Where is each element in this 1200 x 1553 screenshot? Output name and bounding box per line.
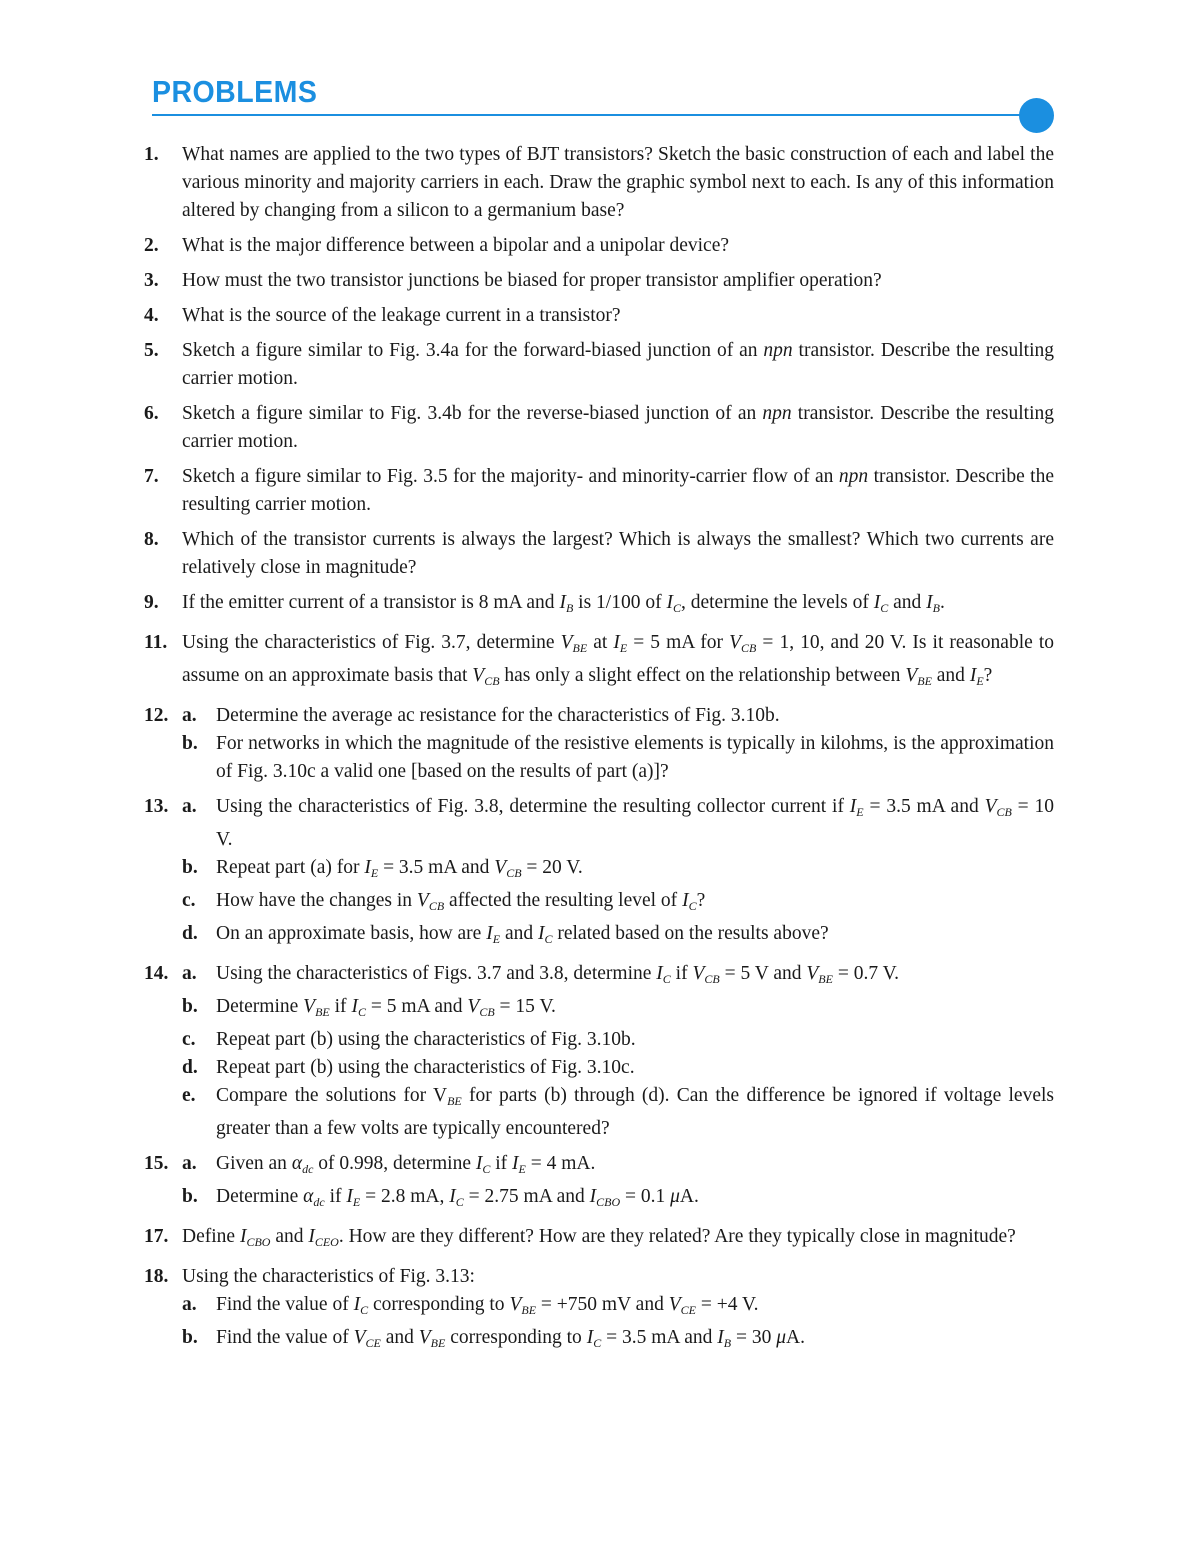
part-text: Repeat part (b) using the characteristics of Fig. 3.10b.: [216, 1029, 636, 1050]
problem-part-a: [182, 793, 1054, 854]
problem-number: 3.: [144, 270, 159, 291]
problem-18: [144, 1263, 1054, 1357]
problem-number: 12.: [144, 705, 169, 726]
problem-part-b: [182, 1324, 1054, 1357]
part-text: On an approximate basis, how are $I_E$ and $I_C$ related based on the results above?: [216, 923, 829, 946]
part-letter: a.: [182, 705, 197, 726]
problem-number: 4.: [144, 305, 159, 326]
problem-number: 7.: [144, 466, 159, 487]
part-text: Find the value of $V_{CE}$ and $V_{BE}$ corresponding to $I_C = 3.5$ mA and $I_B = 30$ μA.: [216, 1327, 806, 1350]
problem-part-c: [182, 1026, 1054, 1054]
problem-number: 14.: [144, 963, 169, 984]
part-text: Repeat part (a) for $I_E = 3.5$ mA and $V_{CB} = 20$ V.: [216, 857, 583, 880]
part-text: Determine $\alpha_{dc}$ if $I_E = 2.8$ mA, $I_C = 2.75$ mA and $I_{CBO} = 0.1$ μA.: [216, 1186, 699, 1209]
problem-8: [144, 526, 1054, 582]
part-letter: c.: [182, 890, 196, 911]
part-text: Compare the solutions for $V_{BE}$ for parts (b) through (d). Can the difference be ignored if voltage levels greater than a few volts are typically encountered?: [216, 1085, 1054, 1139]
problem-text: What is the source of the leakage current in a transistor?: [182, 305, 621, 326]
problem-part-a: [182, 1150, 1054, 1183]
problem-part-a: [182, 702, 1054, 730]
problem-12: [144, 702, 1054, 786]
problem-part-b: [182, 854, 1054, 887]
problem-text: Sketch a figure similar to Fig. 3.5 for the majority- and minority-carrier flow of an npn transistor. Describe the resulting carrier motion.: [182, 466, 1054, 515]
problem-text: How must the two transistor junctions be biased for proper transistor amplifier operation?: [182, 270, 882, 291]
part-text: For networks in which the magnitude of the resistive elements is typically in kilohms, is the approximation of Fig. 3.10c a valid one [based on the results of part (a)]?: [216, 733, 1054, 782]
problem-number: 11.: [144, 632, 168, 653]
page-title: PROBLEMS: [152, 74, 318, 109]
problem-part-a: [182, 960, 1054, 993]
problem-part-b: [182, 730, 1054, 786]
problem-text: If the emitter current of a transistor is 8 mA and $I_B$ is 1/100 of $I_C$, determine the levels of $I_C$ and $I_B$.: [182, 592, 945, 615]
part-letter: d.: [182, 1057, 198, 1078]
heading-rule: [152, 114, 1028, 116]
problem-text: Define $I_{CBO}$ and $I_{CEO}$. How are they different? How are they related? Are they typically close in magnitude?: [182, 1226, 1016, 1249]
problem-11: [144, 629, 1054, 695]
problem-number: 8.: [144, 529, 159, 550]
part-letter: a.: [182, 796, 197, 817]
problem-17: [144, 1223, 1054, 1256]
problem-2: [144, 232, 1054, 260]
problem-number: 17.: [144, 1226, 169, 1247]
problem-part-e: [182, 1082, 1054, 1143]
problem-number: 5.: [144, 340, 159, 361]
part-text: Given an $\alpha_{dc}$ of 0.998, determine $I_C$ if $I_E = 4$ mA.: [216, 1153, 596, 1176]
problem-14: [144, 960, 1054, 1143]
part-letter: b.: [182, 857, 198, 878]
part-text: Find the value of $I_C$ corresponding to $V_{BE} = +750$ mV and $V_{CE} = +4$ V.: [216, 1294, 759, 1317]
problem-5: [144, 337, 1054, 393]
problem-1: [144, 141, 1054, 225]
part-letter: b.: [182, 996, 198, 1017]
problem-15: [144, 1150, 1054, 1216]
problem-13: [144, 793, 1054, 953]
problem-part-c: [182, 887, 1054, 920]
problem-text: Which of the transistor currents is always the largest? Which is always the smallest? Which two currents are relatively close in magnitude?: [182, 529, 1054, 578]
part-letter: a.: [182, 963, 197, 984]
part-text: Using the characteristics of Figs. 3.7 and 3.8, determine $I_C$ if $V_{CB} = 5$ V and $V_{BE} = 0.7$ V.: [216, 963, 900, 986]
problem-text: Sketch a figure similar to Fig. 3.4a for the forward-biased junction of an npn transistor. Describe the resulting carrier motion.: [182, 340, 1054, 389]
part-text: Repeat part (b) using the characteristics of Fig. 3.10c.: [216, 1057, 635, 1078]
problem-number: 9.: [144, 592, 159, 613]
problem-part-d: [182, 1054, 1054, 1082]
problem-part-d: [182, 920, 1054, 953]
part-text: Determine $V_{BE}$ if $I_C = 5$ mA and $V_{CB} = 15$ V.: [216, 996, 556, 1019]
problem-text: Sketch a figure similar to Fig. 3.4b for the reverse-biased junction of an npn transistor. Describe the resulting carrier motion.: [182, 403, 1054, 452]
problem-number: 6.: [144, 403, 159, 424]
problem-number: 2.: [144, 235, 159, 256]
problem-text: What names are applied to the two types of BJT transistors? Sketch the basic construction of each and label the various minority and majority carriers in each. Draw the graphic symbol next to each. Is any of this information altered by changing from a silicon to a germanium base?: [182, 144, 1054, 221]
problem-text: What is the major difference between a bipolar and a unipolar device?: [182, 235, 730, 256]
problem-6: [144, 400, 1054, 456]
problem-3: [144, 267, 1054, 295]
part-letter: b.: [182, 1186, 198, 1207]
problem-number: 15.: [144, 1153, 169, 1174]
problem-text: Using the characteristics of Fig. 3.7, determine $V_{BE}$ at $I_E = 5$ mA for $V_{CB} = 1$, 10, and 20 V. Is it reasonable to assume on an approximate basis that $V_{CB}$ has only a slight effect on the relationship between $V_{BE}$ and $I_E$?: [182, 632, 1055, 688]
part-letter: c.: [182, 1029, 196, 1050]
part-letter: e.: [182, 1085, 196, 1106]
part-letter: d.: [182, 923, 198, 944]
problem-part-b: [182, 993, 1054, 1026]
problem-part-b: [182, 1183, 1054, 1216]
part-text: Using the characteristics of Fig. 3.8, determine the resulting collector current if $I_E = 3.5$ mA and $V_{CB} = 10$ V.: [216, 796, 1055, 850]
problem-part-a: [182, 1291, 1054, 1324]
problem-9: [144, 589, 1054, 622]
part-letter: a.: [182, 1153, 197, 1174]
problem-4: [144, 302, 1054, 330]
problem-7: [144, 463, 1054, 519]
part-text: How have the changes in $V_{CB}$ affected the resulting level of $I_C$?: [216, 890, 706, 913]
part-letter: b.: [182, 733, 198, 754]
problem-number: 13.: [144, 796, 169, 817]
part-letter: b.: [182, 1327, 198, 1348]
problem-number: 18.: [144, 1266, 169, 1287]
part-text: Determine the average ac resistance for the characteristics of Fig. 3.10b.: [216, 705, 780, 726]
part-letter: a.: [182, 1294, 197, 1315]
problem-intro: Using the characteristics of Fig. 3.13:: [182, 1266, 475, 1287]
problem-number: 1.: [144, 144, 159, 165]
heading-rule-dot: [1019, 98, 1054, 133]
problem-list: [144, 141, 1054, 1364]
